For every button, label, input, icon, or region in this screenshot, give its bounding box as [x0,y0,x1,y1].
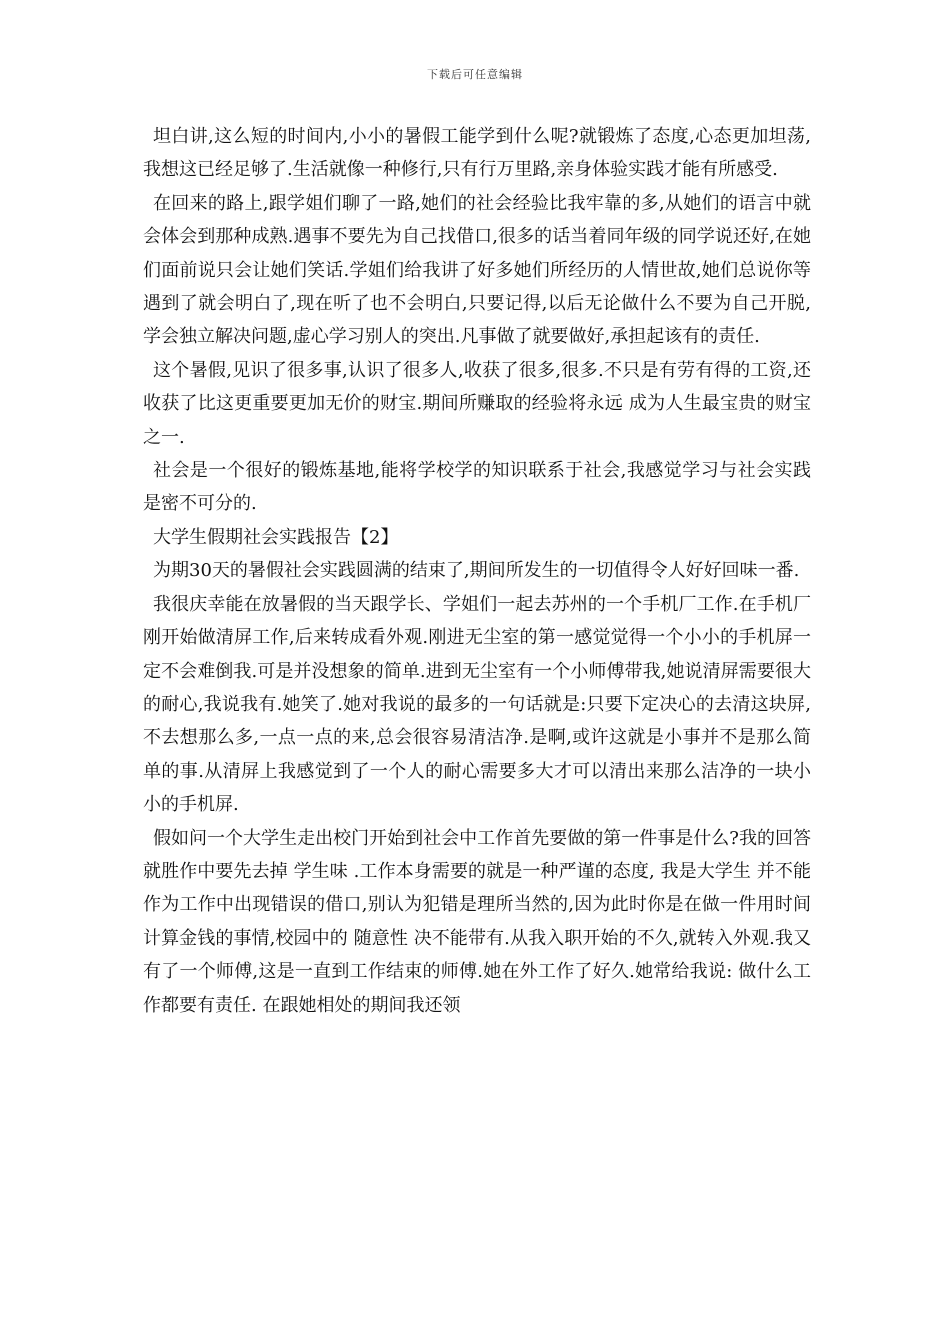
paragraph-7: 假如问一个大学生走出校门开始到社会中工作首先要做的第一件事是什么?我的回答就胜作中要先去掉 学生味 .工作本身需要的就是一种严谨的态度, 我是大学生 并不能作为工作中出现错误的借口,别认为犯错是理所当然的,因为此时你是在做一件用时间计算金钱的事情,校园中的 随意性 决不能带有.从我入职开始的不久,就转入外观.我又有了一个师傅,这是一直到工作结束的师傅.她在外工作了好久.她常给我说: 做什么工作都要有责任. 在跟她相处的期间我还领 [143,827,811,1016]
paragraph-6: 我很庆幸能在放暑假的当天跟学长、学姐们一起去苏州的一个手机厂工作.在手机厂刚开始做清屏工作,后来转成看外观.刚进无尘室的第一感觉觉得一个小小的手机屏一定不会难倒我.可是并没想象的简单.进到无尘室有一个小师傅带我,她说清屏需要很大的耐心,我说我有.她笑了.她对我说的最多的一句话就是:只要下定决心的去清这块屏,不去想那么多,一点一点的来,总会很容易清洁净.是啊,或许这就是小事并不是那么简单的事.从清屏上我感觉到了一个人的耐心需要多大才可以清出来那么洁净的一块小小的手机屏. [143,593,811,816]
paragraph-5: 为期30天的暑假社会实践圆满的结束了,期间所发生的一切值得令人好好回味一番. [153,560,800,582]
header-note: 下载后可任意编辑 [427,68,523,81]
paragraph-4: 社会是一个很好的锻炼基地,能将学校学的知识联系于社会,我感觉学习与社会实践是密不可分的. [143,460,811,515]
section-heading: 大学生假期社会实践报告【2】 [153,526,399,548]
document-body [143,120,811,1022]
paragraph-1: 坦白讲,这么短的时间内,小小的暑假工能学到什么呢?就锻炼了态度,心态更加坦荡,我想这已经足够了.生活就像一种修行,只有行万里路,亲身体验实践才能有所感受. [143,126,811,181]
paragraph-3: 这个暑假,见识了很多事,认识了很多人,收获了很多,很多.不只是有劳有得的工资,还收获了比这更重要更加无价的财宝.期间所赚取的经验将永远 成为人生最宝贵的财宝之一. [143,359,811,448]
paragraph-2: 在回来的路上,跟学姐们聊了一路,她们的社会经验比我牢靠的多,从她们的语言中就会体会到那种成熟.遇事不要先为自己找借口,很多的话当着同年级的同学说还好,在她们面前说只会让她们笑话.学姐们给我讲了好多她们所经历的人情世故,她们总说你等遇到了就会明白了,现在听了也不会明白,只要记得,以后无论做什么不要为自己开脱,学会独立解决问题,虚心学习别人的突出.凡事做了就要做好,承担起该有的责任. [143,192,811,348]
